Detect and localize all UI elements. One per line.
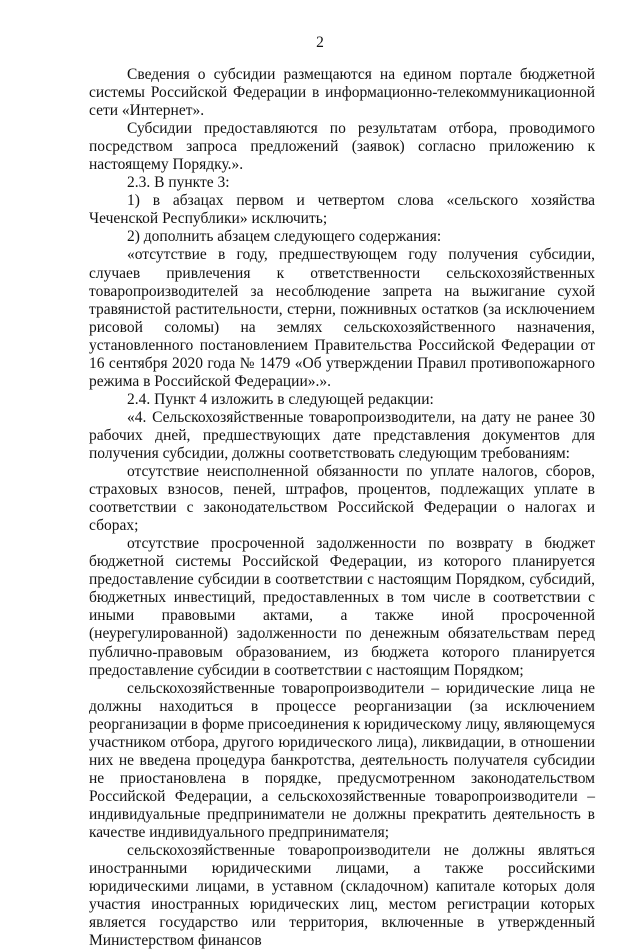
paragraph-subitem-1: 1) в абзацах первом и четвертом слова «сельского хозяйства Чеченской Республики» исключить; [89,192,595,228]
paragraph-subitem-2: 2) дополнить абзацем следующего содержания: [127,228,442,246]
page-number: 2 [316,34,324,51]
document-body [89,66,595,950]
paragraph-item-2-3: 2.3. В пункте 3: [127,174,230,192]
paragraph-burning-ban-quote: «отсутствие в году, предшествующем году получения субсидии, случаев привлечения к ответственности сельскохозяйственных товаропроизводителей за несоблюдение запрета на выжигание сухой травянистой растительности, стерни, пожнивных остатков (за исключением рисовой соломы) на землях сельскохозяйственного назначения, установленного постановлением Правительства Российской Федерации от 16 сентября 2020 года № 1479 «Об утверждении Правил противопожарного режима в Российской Федерации».». [89,246,595,390]
paragraph-no-overdue-debt: отсутствие просроченной задолженности по возврату в бюджет бюджетной системы Российской Федерации, из которого планируется предоставление субсидии в соответствии с настоящим Порядком, субсидий, бюджетных инвестиций, предоставленных в том числе в соответствии с иными правовыми актами, а также иной просроченной (неурегулированной) задолженности по денежным обязательствам перед публично-правовым образованием, из бюджета которого планируется предоставление субсидии в соответствии с настоящим Порядком; [89,535,595,679]
paragraph-item-4-requirements: «4. Сельскохозяйственные товаропроизводители, на дату не ранее 30 рабочих дней, предшествующих дате представления документов для получения субсидии, должны соответствовать следующим требованиям: [89,408,595,462]
paragraph-subsidy-selection: Субсидии предоставляются по результатам отбора, проводимого посредством запроса предложений (заявок) согласно приложению к настоящему Порядку.». [89,120,595,174]
paragraph-item-2-4: 2.4. Пункт 4 изложить в следующей редакции: [127,390,434,408]
paragraph-subsidy-portal-info: Сведения о субсидии размещаются на едином портале бюджетной системы Российской Федерации в информационно-телекоммуникационной сети «Интернет». [89,66,595,120]
paragraph-not-foreign-entity: сельскохозяйственные товаропроизводители не должны являться иностранными юридическими лицами, а также российскими юридическими лицами, в уставном (складочном) капитале которых доля участия иностранных юридических лиц, местом регистрации которых является государство или территория, включенные в утвержденный Министерством финансов [89,842,595,950]
paragraph-no-reorganization: сельскохозяйственные товаропроизводители – юридические лица не должны находиться в процессе реорганизации (за исключением реорганизации в форме присоединения к юридическому лицу, являющемуся участником отбора, другого юридического лица), ликвидации, в отношении них не введена процедура банкротства, деятельность получателя субсидии не приостановлена в порядке, предусмотренном законодательством Российской Федерации, а сельскохозяйственные товаропроизводители – индивидуальные предприниматели не должны прекратить деятельность в качестве индивидуального предпринимателя; [89,679,595,841]
paragraph-no-tax-debt: отсутствие неисполненной обязанности по уплате налогов, сборов, страховых взносов, пеней, штрафов, процентов, подлежащих уплате в соответствии с законодательством Российской Федерации о налогах и сборах; [89,463,595,535]
